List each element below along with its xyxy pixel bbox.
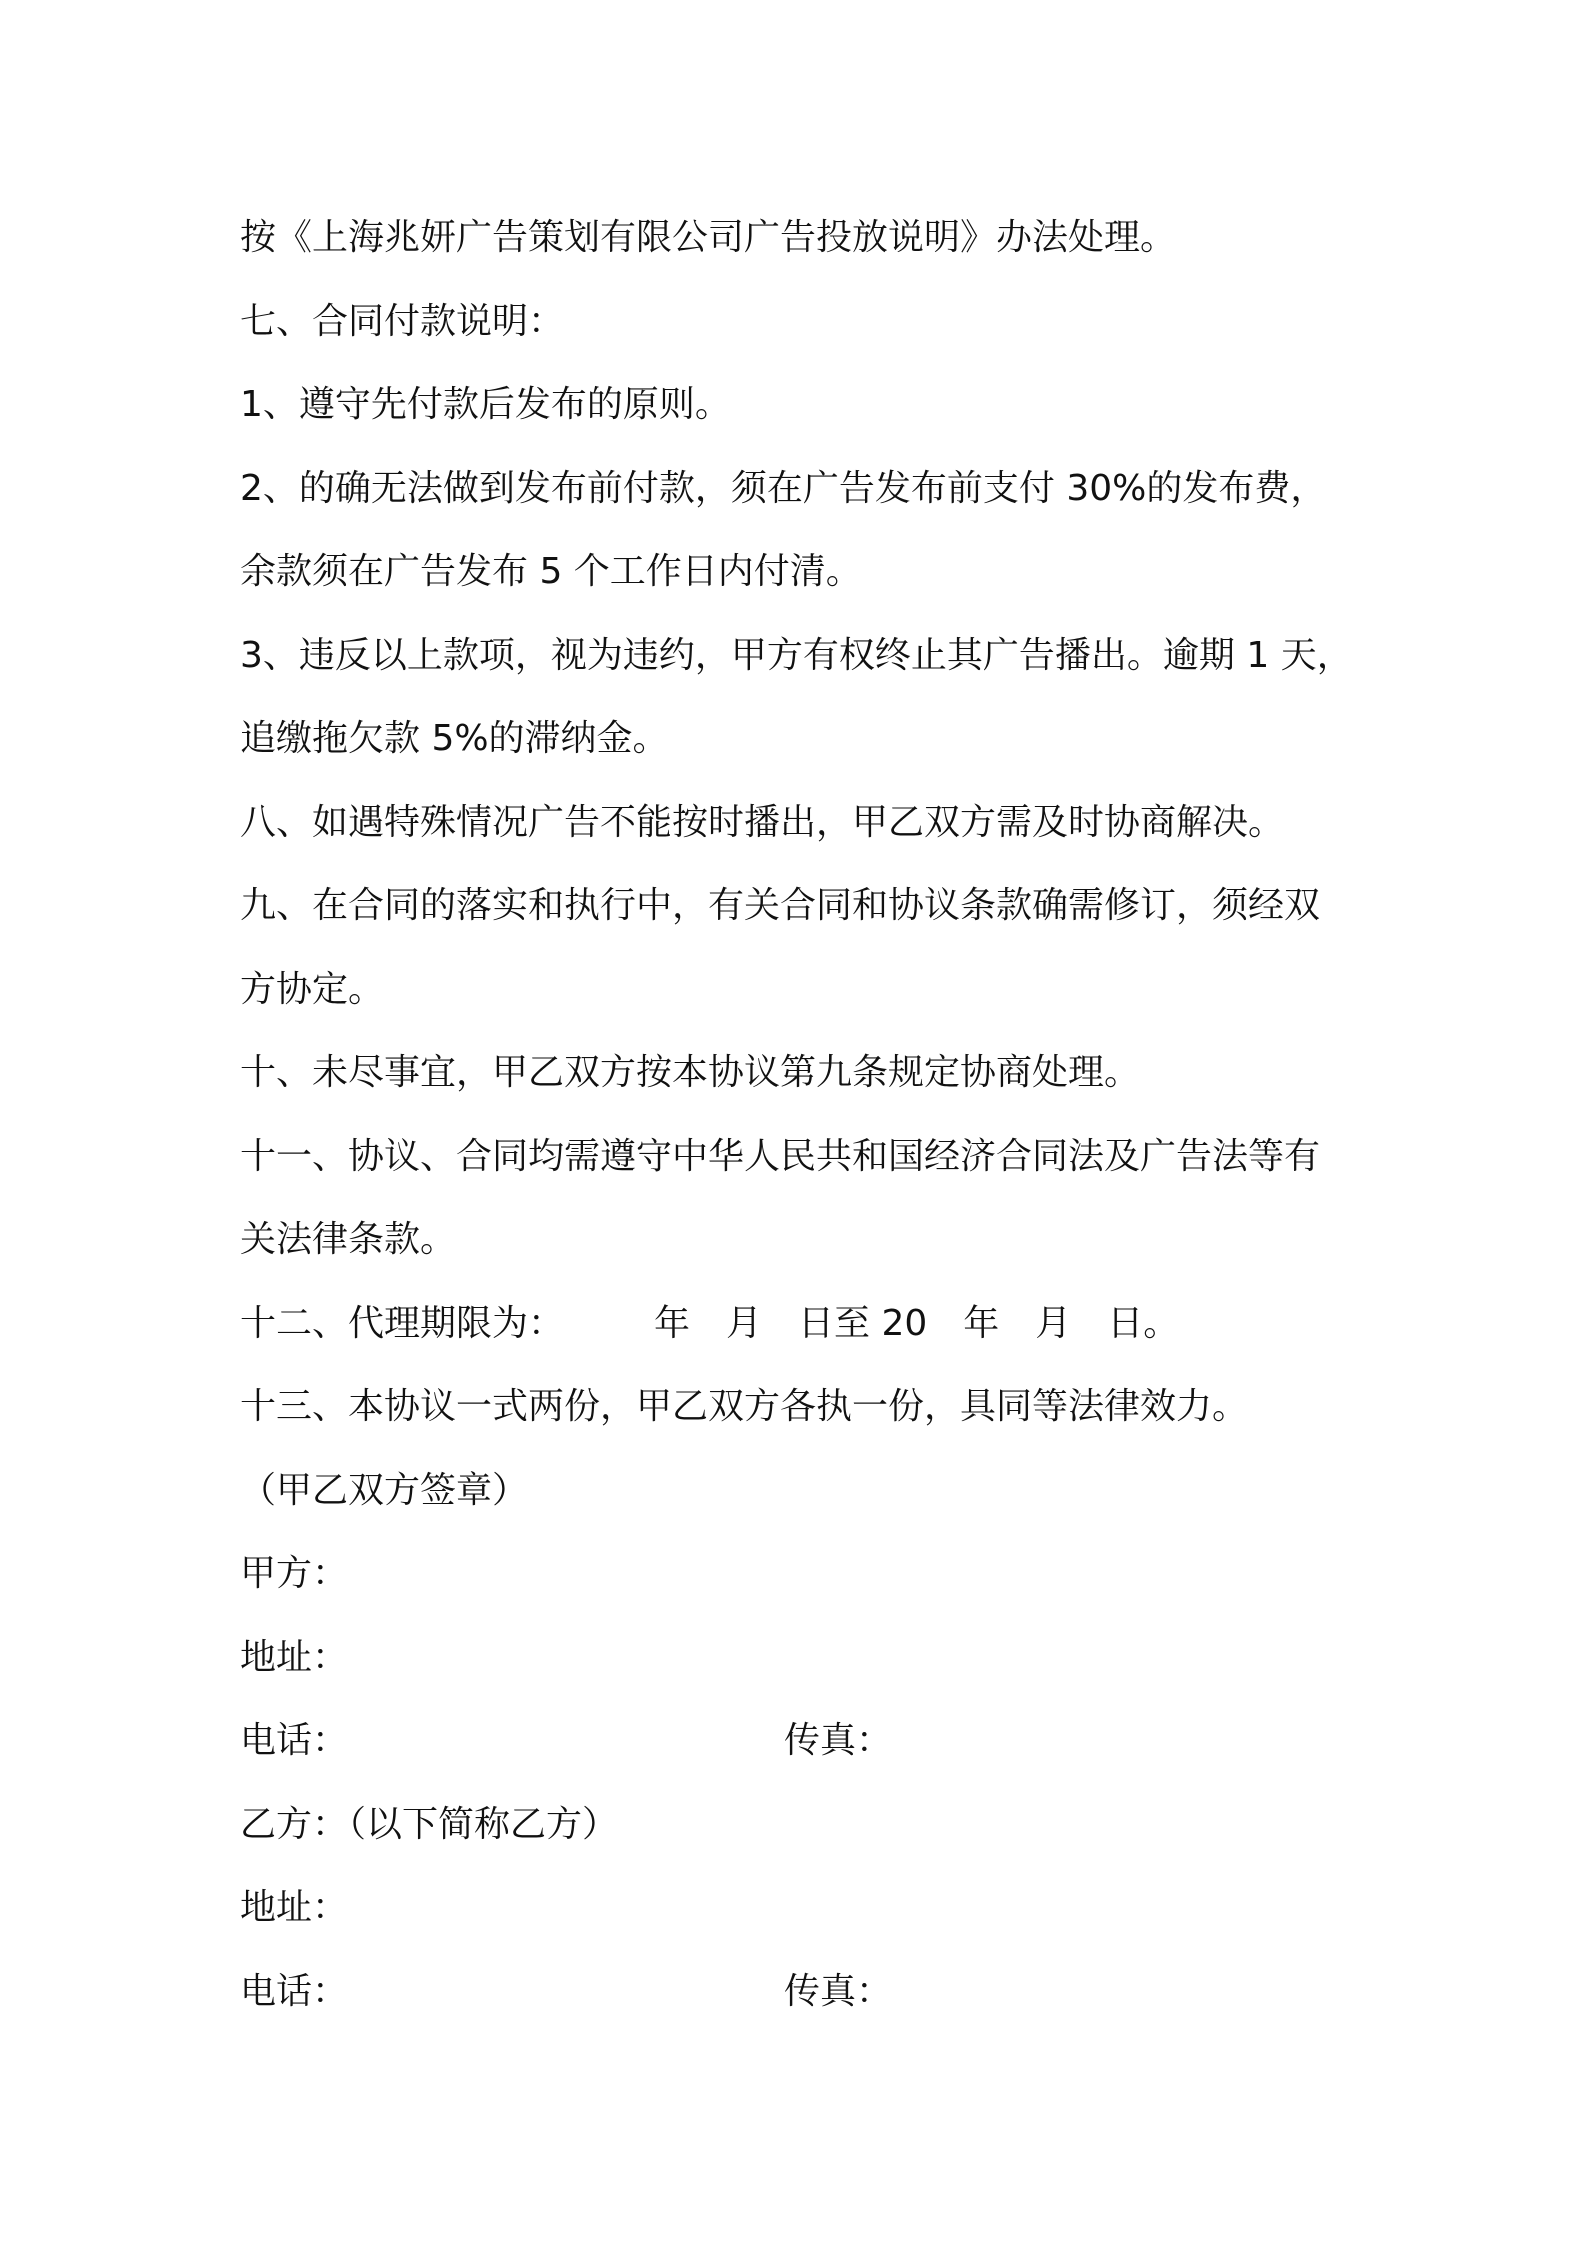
clause-11-continued: 关法律条款。 [240,1219,457,1260]
party-a-address-label: 地址： [240,1636,349,1678]
clause-10: 十、未尽事宜，甲乙双方按本协议第九条规定协商处理。 [240,1052,1141,1093]
party-b-fax-label: 传真： [784,1970,893,2012]
clause-13: 十三、本协议一式两份，甲乙双方各执一份，具同等法律效力。 [240,1386,1249,1427]
clause-9-continued: 方协定。 [240,968,385,1010]
heading-payment-terms: 七、合同付款说明： [240,300,565,342]
payment-term-3: 3、违反以上款项，视为违约，甲方有权终止其广告播出。逾期 1 天， [240,634,1353,676]
payment-term-3-continued: 追缴拖欠款 5%的滞纳金。 [240,718,669,759]
payment-term-2: 2、的确无法做到发布前付款，须在广告发布前支付 30%的发布费， [240,467,1327,509]
paragraph-investment-rule: 按《上海兆妍广告策划有限公司广告投放说明》办法处理。 [240,217,1177,258]
party-b-address-label: 地址： [240,1887,349,1928]
signature-heading: （甲乙双方签章） [240,1469,529,1511]
contract-body [240,196,1400,2033]
clause-8: 八、如遇特殊情况广告不能按时播出，甲乙双方需及时协商解决。 [240,801,1285,843]
party-b-contact-row [240,1950,1400,2034]
party-b-phone-label: 电话： [240,1970,349,2012]
party-a-contact-row [240,1699,1400,1783]
payment-term-2-continued: 余款须在广告发布 5 个工作日内付清。 [240,551,862,592]
party-a-phone-label: 电话： [240,1720,349,1761]
clause-11: 十一、协议、合同均需遵守中华人民共和国经济合同法及广告法等有 [240,1135,1321,1177]
party-b-name-label: 乙方：（以下简称乙方） [240,1803,619,1845]
party-a-name-label: 甲方： [240,1553,349,1594]
party-a-fax-label: 传真： [784,1720,893,1761]
clause-9: 九、在合同的落实和执行中，有关合同和协议条款确需修订，须经双 [240,885,1321,926]
payment-term-1: 1、遵守先付款后发布的原则。 [240,384,731,425]
clause-12-agency-period: 十二、代理期限为： 年 月 日至 20 年 月 日。 [240,1302,1180,1344]
